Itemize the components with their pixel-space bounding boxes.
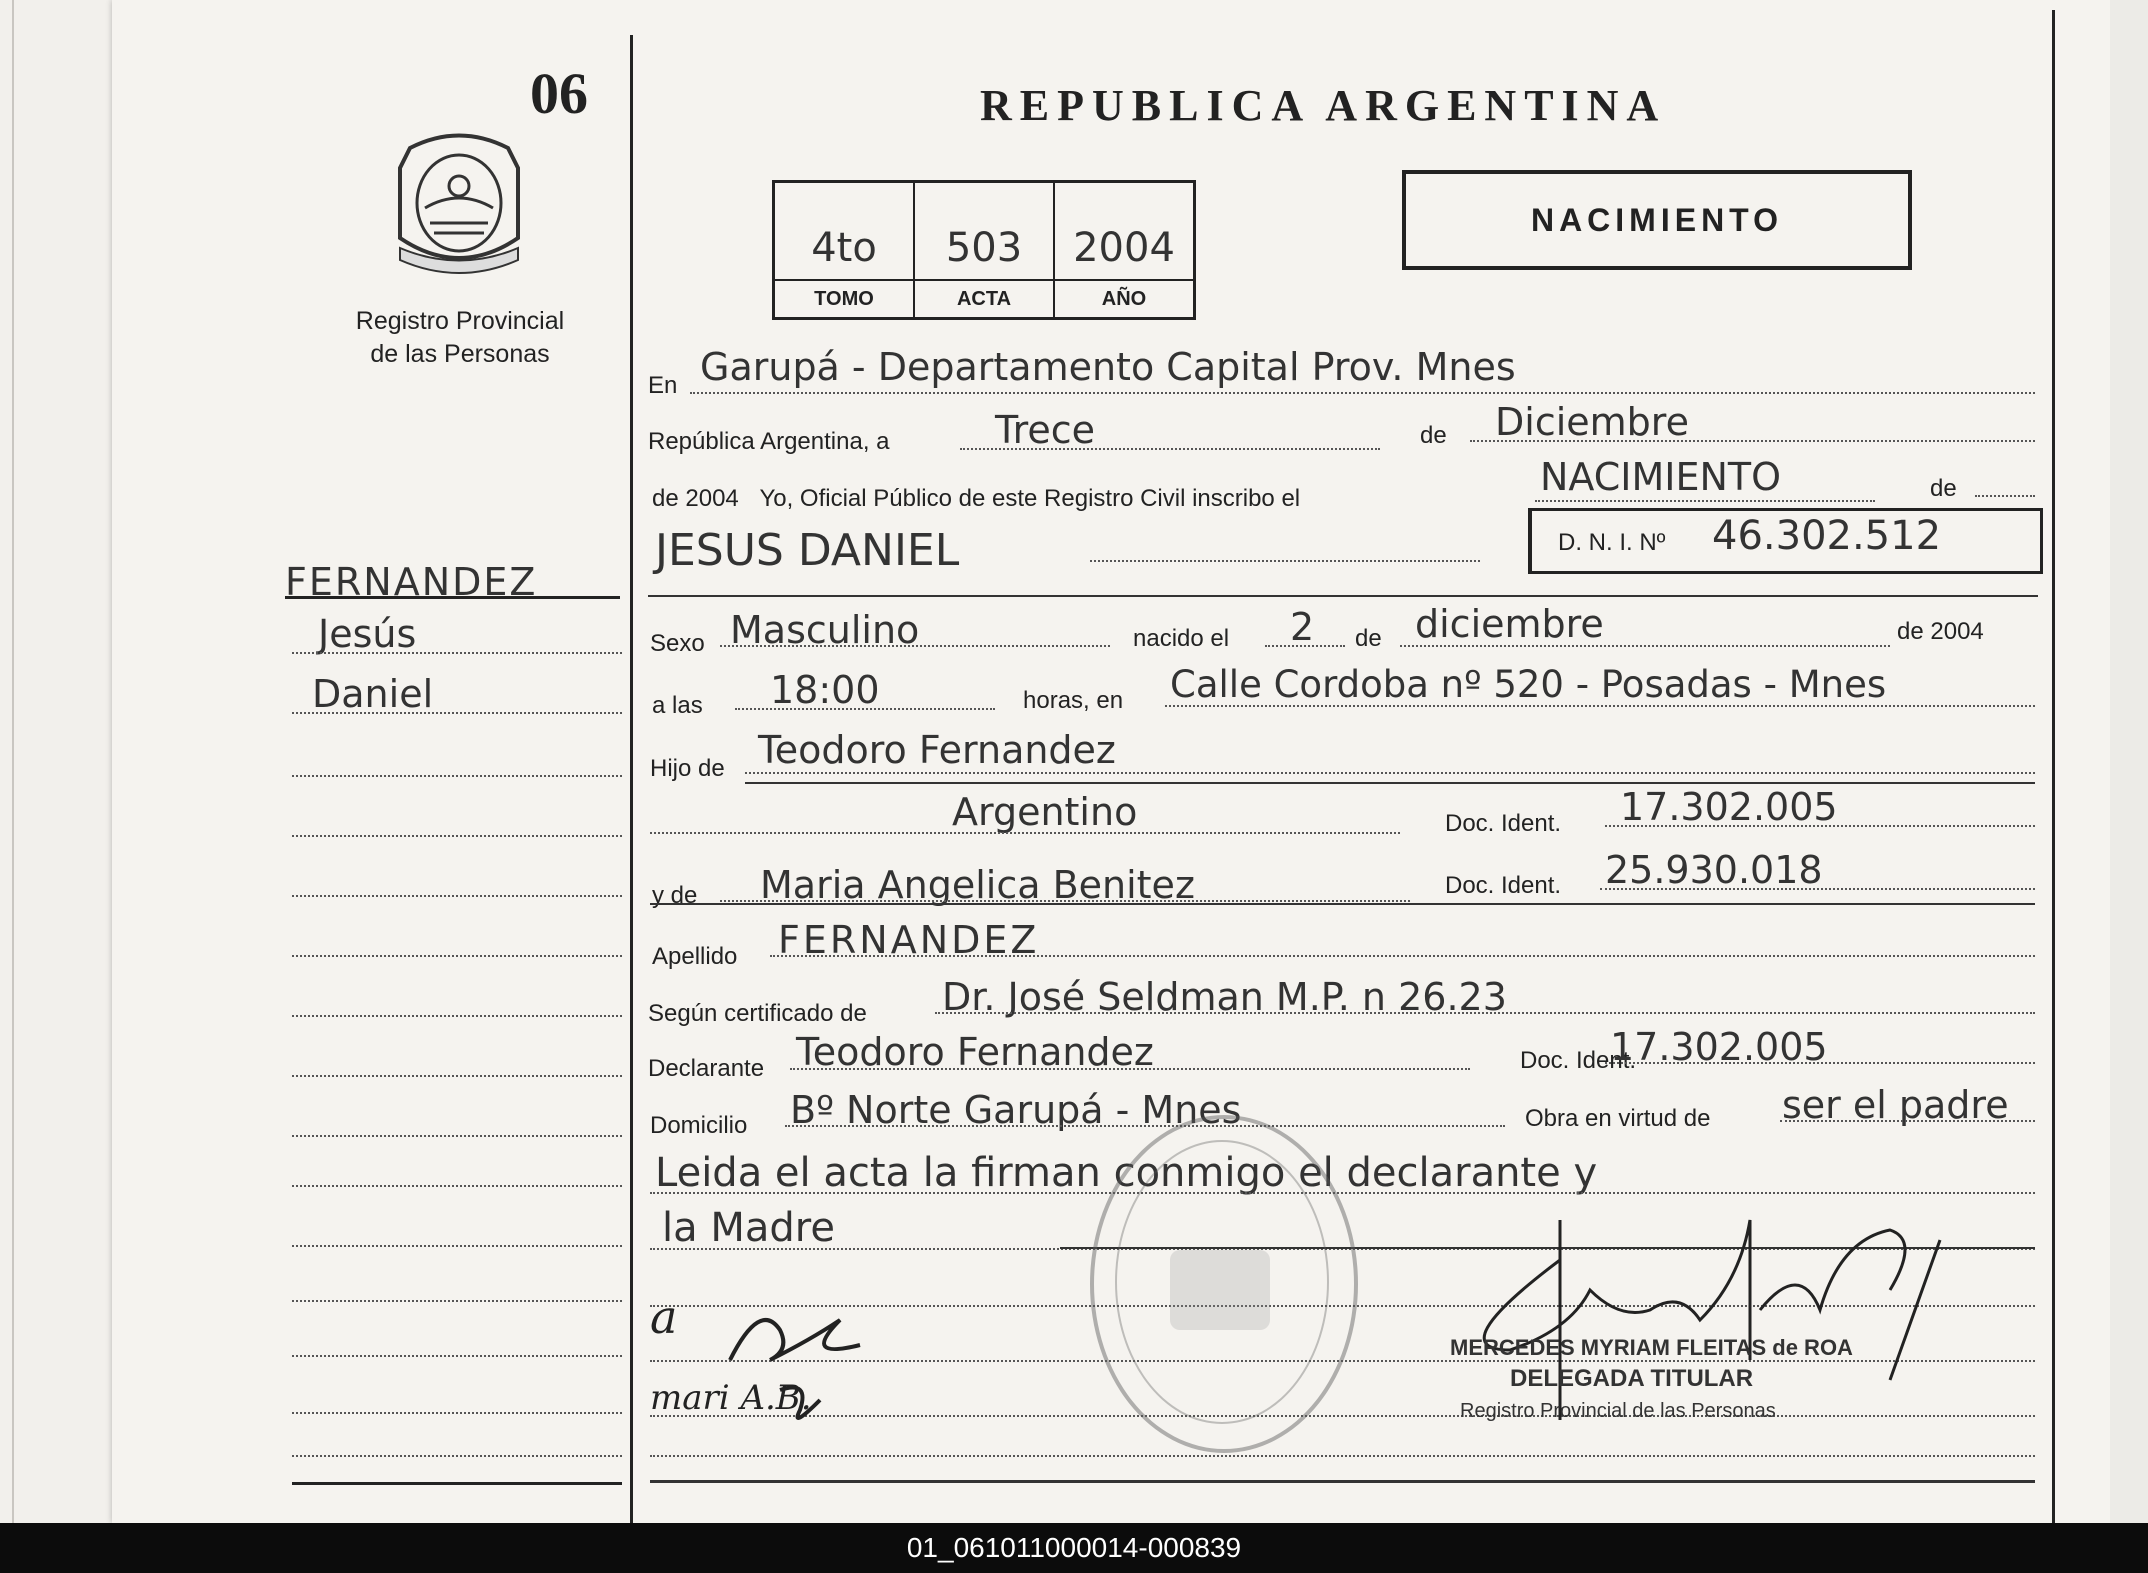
margin-given-name-2: Daniel bbox=[312, 672, 434, 716]
doc-label-3: Doc. Ident. bbox=[1520, 1047, 1637, 1074]
declarante-doc: 17.302.005 bbox=[1610, 1025, 1828, 1069]
segun-label: Según certificado de bbox=[648, 1000, 867, 1027]
father-line bbox=[745, 772, 2035, 774]
official-org: Registro Provincial de las Personas bbox=[1460, 1400, 1776, 1422]
birth-month: diciembre bbox=[1415, 602, 1604, 646]
margin-line bbox=[292, 1455, 622, 1457]
ano-value: 2004 bbox=[1073, 225, 1175, 271]
de-label: de bbox=[1420, 422, 1447, 449]
birth-month-line bbox=[1400, 645, 1890, 647]
bottom-rule bbox=[650, 1480, 2035, 1483]
declarante-doc-line bbox=[1605, 1062, 2035, 1064]
margin-line bbox=[292, 1412, 622, 1414]
birth-year-line bbox=[1897, 618, 1984, 646]
doc-label: Doc. Ident. bbox=[1445, 810, 1562, 837]
margin-bottom-line bbox=[292, 1482, 622, 1485]
father-solid-line bbox=[745, 782, 2035, 784]
place-line bbox=[1165, 705, 2035, 707]
cert-value: Dr. José Seldman M.P. n 26.23 bbox=[942, 975, 1507, 1019]
right-border bbox=[2052, 10, 2055, 1523]
ano-label: AÑO bbox=[1055, 279, 1193, 317]
margin-line bbox=[292, 955, 622, 957]
acta-value: 503 bbox=[945, 225, 1023, 271]
margin-line bbox=[292, 1185, 622, 1187]
scan-id-footer: 01_061011000014-000839 bbox=[0, 1523, 2148, 1573]
nacido-label: nacido el bbox=[1133, 625, 1230, 652]
margin-line bbox=[292, 1355, 622, 1357]
year-prefix: de 20 bbox=[652, 485, 713, 512]
signature-mother: mari A.B. bbox=[650, 1378, 812, 1418]
registry-line-1: Registro Provincial bbox=[355, 307, 565, 335]
act-value: NACIMIENTO bbox=[1540, 455, 1782, 499]
apellido-line bbox=[770, 955, 2035, 957]
margin-line bbox=[292, 652, 622, 654]
margin-line bbox=[292, 1300, 622, 1302]
margin-given-name-1: Jesús bbox=[318, 612, 417, 656]
mother-value: Maria Angelica Benitez bbox=[760, 863, 1195, 907]
horas-label: horas, en bbox=[1023, 687, 1124, 714]
margin-line bbox=[292, 1135, 622, 1137]
doc-label-2: Doc. Ident. bbox=[1445, 872, 1562, 899]
hour-value: 18:00 bbox=[770, 668, 880, 712]
apellido-value: FERNANDEZ bbox=[778, 918, 1040, 962]
year-line bbox=[652, 485, 1300, 513]
margin-line bbox=[292, 895, 622, 897]
margin-line bbox=[292, 1245, 622, 1247]
apellido-label: Apellido bbox=[652, 943, 738, 970]
right-margin bbox=[2110, 0, 2148, 1523]
father-nat-line bbox=[650, 832, 1400, 834]
alas-label: a las bbox=[652, 692, 703, 719]
day-line bbox=[960, 448, 1380, 450]
mother-solid-line bbox=[650, 903, 2035, 905]
sexo-line bbox=[720, 645, 1110, 647]
birth-day-line bbox=[1265, 645, 1345, 647]
back-page bbox=[0, 0, 120, 1523]
text-line-1-rule bbox=[650, 1192, 2035, 1194]
document-title: REPUBLICA ARGENTINA bbox=[980, 81, 1667, 130]
en-value: Garupá - Departamento Capital Prov. Mnes bbox=[700, 345, 1516, 389]
dni-value: 46.302.512 bbox=[1712, 513, 1942, 559]
father-value: Teodoro Fernandez bbox=[758, 728, 1116, 772]
oficial-label: Yo, Oficial Público de este Registro Civil inscribo el bbox=[759, 485, 1301, 512]
place-value: Calle Cordoba nº 520 - Posadas - Mnes bbox=[1170, 663, 1887, 706]
margin-line bbox=[292, 712, 622, 714]
column-divider bbox=[630, 35, 633, 1523]
obra-line bbox=[1780, 1120, 2035, 1122]
hour-line bbox=[735, 708, 995, 710]
tomo-value: 4to bbox=[811, 225, 877, 271]
person-value: JESUS DANIEL bbox=[655, 525, 960, 576]
en-line bbox=[690, 392, 2035, 394]
en-label: En bbox=[648, 372, 678, 399]
mother-doc: 25.930.018 bbox=[1605, 848, 1823, 892]
yde-label: y de bbox=[652, 882, 698, 909]
signature-declarant: a bbox=[650, 1290, 678, 1344]
margin-surname: FERNANDEZ bbox=[285, 560, 538, 604]
sexo-value: Masculino bbox=[730, 608, 920, 652]
obra-label: Obra en virtud de bbox=[1525, 1105, 1711, 1132]
acta-cell bbox=[915, 183, 1055, 317]
cert-line bbox=[935, 1012, 2035, 1014]
sexo-label: Sexo bbox=[650, 630, 705, 657]
official-title: DELEGADA TITULAR bbox=[1510, 1365, 1754, 1392]
obra-value: ser el padre bbox=[1782, 1083, 2009, 1127]
tomo-cell bbox=[775, 183, 915, 317]
day-value: Trece bbox=[995, 408, 1096, 452]
domicilio-label: Domicilio bbox=[650, 1112, 748, 1139]
stamp-emblem bbox=[1170, 1250, 1270, 1330]
registry-line-2: de las Personas bbox=[370, 340, 550, 368]
declarante-label: Declarante bbox=[648, 1055, 765, 1082]
official-name: MERCEDES MYRIAM FLEITAS de ROA bbox=[1450, 1335, 1853, 1360]
text-line-2: la Madre bbox=[662, 1205, 835, 1251]
father-doc: 17.302.005 bbox=[1620, 785, 1838, 829]
provincial-seal-icon bbox=[390, 128, 528, 278]
birth-day: 2 bbox=[1290, 605, 1315, 649]
year-value: 04 bbox=[712, 485, 739, 512]
dni-box bbox=[1528, 508, 2043, 574]
back-page-edge bbox=[12, 0, 14, 1523]
acta-label: ACTA bbox=[915, 279, 1053, 317]
father-nat: Argentino bbox=[952, 790, 1138, 834]
mother-line bbox=[720, 900, 1410, 902]
de-label-3: de bbox=[1355, 625, 1382, 652]
republica-label: República Argentina, a bbox=[648, 428, 890, 455]
month-line bbox=[1470, 440, 2035, 442]
tomo-label: TOMO bbox=[775, 279, 913, 317]
record-box bbox=[772, 180, 1196, 320]
act-line bbox=[1535, 500, 1875, 502]
de-line bbox=[1975, 495, 2035, 497]
registry-name bbox=[310, 305, 610, 371]
de-label-2: de bbox=[1930, 475, 1957, 502]
domicilio-value: Bº Norte Garupá - Mnes bbox=[790, 1088, 1242, 1132]
domicilio-line bbox=[785, 1125, 1505, 1127]
de20-label: de 20 bbox=[1897, 618, 1958, 645]
declarante-line bbox=[790, 1068, 1470, 1070]
margin-line bbox=[292, 775, 622, 777]
signature-scribble-icon bbox=[720, 1290, 870, 1430]
dni-label: D. N. I. Nº bbox=[1558, 529, 1666, 556]
margin-surname-underline bbox=[285, 596, 620, 599]
blank-rule bbox=[650, 1455, 2035, 1457]
birth-year: 04 bbox=[1957, 618, 1984, 645]
declarante-value: Teodoro Fernandez bbox=[796, 1030, 1154, 1074]
month-value: Diciembre bbox=[1495, 400, 1689, 444]
father-doc-line bbox=[1605, 825, 2035, 827]
section-divider bbox=[648, 595, 2038, 597]
margin-line bbox=[292, 1075, 622, 1077]
hijo-label: Hijo de bbox=[650, 755, 725, 782]
page-number: 06 bbox=[530, 61, 588, 126]
act-type-box: NACIMIENTO bbox=[1402, 170, 1912, 270]
margin-line bbox=[292, 835, 622, 837]
text-line-1: Leida el acta la firman conmigo el declarante y bbox=[655, 1150, 1598, 1196]
ano-cell bbox=[1055, 183, 1193, 317]
margin-line bbox=[292, 1015, 622, 1017]
person-line bbox=[1090, 560, 1480, 562]
mother-doc-line bbox=[1600, 888, 2035, 890]
